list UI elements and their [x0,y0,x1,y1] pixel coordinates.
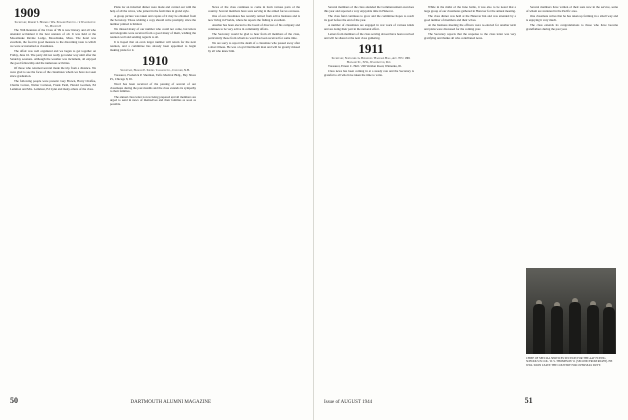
paragraph: One of our classmates has recently retired from active business and is now living in Florida, where he reports the fishing is excellent. [208,14,300,22]
paragraph: Treasurer, Frederick P. Sherman, Tufts Medical Bldg., Bay Shore Pl., Chicago 8, Ill. [110,72,196,81]
photo-caption: CHIEF OF SPECIAL SERVICES SECTION FOR THE AAF FLYING SCHOOLS IS COL. W. S. THOMPSON '11 (SECOND FROM RIGHT). HE WILL SOON LEAVE THE COUNTRY FOR OVERSEAS DUTY. [526,357,613,367]
paragraph: The 35th Reunion of the Class of '09 is now history and all who attended acclaimed it the best reunion of all. It was held at the Moosilauke Ravine Lodge, Moosilauke, Mass. The hotel was excellent, the food in good measure to the discerning taste to which we were accustomed as classmates. [10,28,96,48]
paragraph: The class extends its congratulations to those who have become grandfathers during the past year. [526,23,618,31]
left-column-2 [110,6,196,108]
class-year-heading: 1909 [14,6,40,20]
issue-date: Issue of AUGUST 1944 [324,400,373,405]
paragraph: A group picture was taken and copies of it may be obtained from the Secretary. Those wishing a copy should write promptly, since the number printed is limited. [110,14,196,26]
class-year-heading: 1910 [142,52,168,68]
paragraph: Several members have written of their sons now in the service, some of whom are stationed in the Pacific area. [526,6,618,13]
paragraph: The Secretary reports that the response to the class letter was very gratifying and thanks all who contributed news. [424,32,516,40]
paragraph: The affair was well organized and we began to get together on Friday, June 16. The party did not really get under way until after the Saturday sessions. Although the weather was inclement, all enjoyed the good fellowship and the numerous activities. [10,49,96,65]
right-page-footer [324,398,618,406]
paragraph: Another has been elected to the board of directors of his company and continues to be very active in community affairs. [208,23,300,31]
right-column-3 [526,6,618,264]
left-column-3 [208,6,300,55]
paragraph: The class dinner was held at the Hanover Inn and was attended by a good number of members and their wives. [424,14,516,22]
paragraph: One classmate writes that he has taken up farming in a small way and is enjoying it very much. [526,14,618,22]
class-secretary-line: Secretary, Harold E. Shedd / Carlson Co., Concord, N.H. [120,67,190,72]
paragraph: Treasurer, Ernest C. Hall / 200 Weldon Road, Winnetka, Ill. [328,64,402,69]
paragraph: News of the class continues to come in from various parts of the country. Several members have sons serving in the armed forces overseas. [208,6,300,13]
group-photograph [526,268,616,354]
class-secretary-line: Secretary, Robert J. Holmes / Wm. Edward Pope Co. / 2 Washington St., Boston 8 [14,20,96,28]
paragraph: We missed many of our number who could not come, but letters and telegrams were received from a good many of them, wishing the reunion well and sending regards to all. [110,26,196,39]
magazine-title: DARTMOUTH ALUMNI MAGAZINE [130,400,212,405]
left-column-1 [10,6,96,93]
paragraph: At the business meeting the officers were re-elected for another term and plans were discussed for the coming year. [424,23,516,31]
paragraph: Letters from members of the class serving abroad have been received and will be shared at the next class gathering. [324,32,414,40]
paragraph: Word has been received of the passing of several of our classmates during the past months and the class extends its sympathy to their families. [110,81,196,94]
paragraph: The annual class letter is now being prepared and all members are urged to send in news of themselves and their families as soon as possible. [110,94,196,107]
paragraph: The Secretary would be glad to hear from all members of the class, particularly those from whom no word has been received for some time. [208,32,300,40]
paragraph: Of those who returned several made the trip from a distance. We were glad to see the faces of the classmates whom we have not seen since graduation. [10,65,96,78]
paragraph: It is hoped that an even larger number will return for the next reunion, and a committee has already been appointed to begin making plans for it. [110,39,196,52]
page-number: 50 [10,396,18,405]
paragraph: While in the midst of the June battle, it was also to be noted that a large group of our classmates gathered in Hanover for the annual meeting. [424,6,516,13]
paragraph: Plans for an informal dinner were made and carried out with the help of all the wives, who joined in the festivities in grand style. [110,6,196,13]
paragraph: Class news has been coming in at a steady rate and the Secretary is grateful to all who have taken the time to write. [324,69,414,78]
class-year-heading: 1911 [358,41,384,56]
paragraph: The class fund continues to grow and the committee hopes to reach its goal before the end of the year. [324,14,414,22]
class-secretary-line: Secretary, Nathaniel G. Burleigh / Harvard Hall, Apt. 703 / 1801 Harvard St., N.W., Washington, D.C. [331,56,411,64]
right-column-1 [324,6,414,79]
right-column-2 [424,6,516,42]
page-number: 51 [524,396,533,405]
paragraph: A number of classmates are engaged in war work of various kinds and are doing their part in the national effort. [324,23,414,31]
paragraph: Several members of the class attended the Commencement exercises this year and reported a very enjoyable time in Hanover. [324,6,414,13]
left-page-footer [10,398,300,406]
right-page [314,0,628,420]
paragraph: We are sorry to report the death of a classmate who passed away after a short illness. He was a loyal Dartmouth man and will be greatly missed by all who knew him. [208,41,300,53]
paragraph: The following people were present: Guy Brown, Harry Chaffee, Charlie Cotton, Walter Carleton, Frank Field, Harold Gorman, Ed Lemmon and Mrs. Lemmon, Ed Lynn and many others of the class. [10,78,96,91]
